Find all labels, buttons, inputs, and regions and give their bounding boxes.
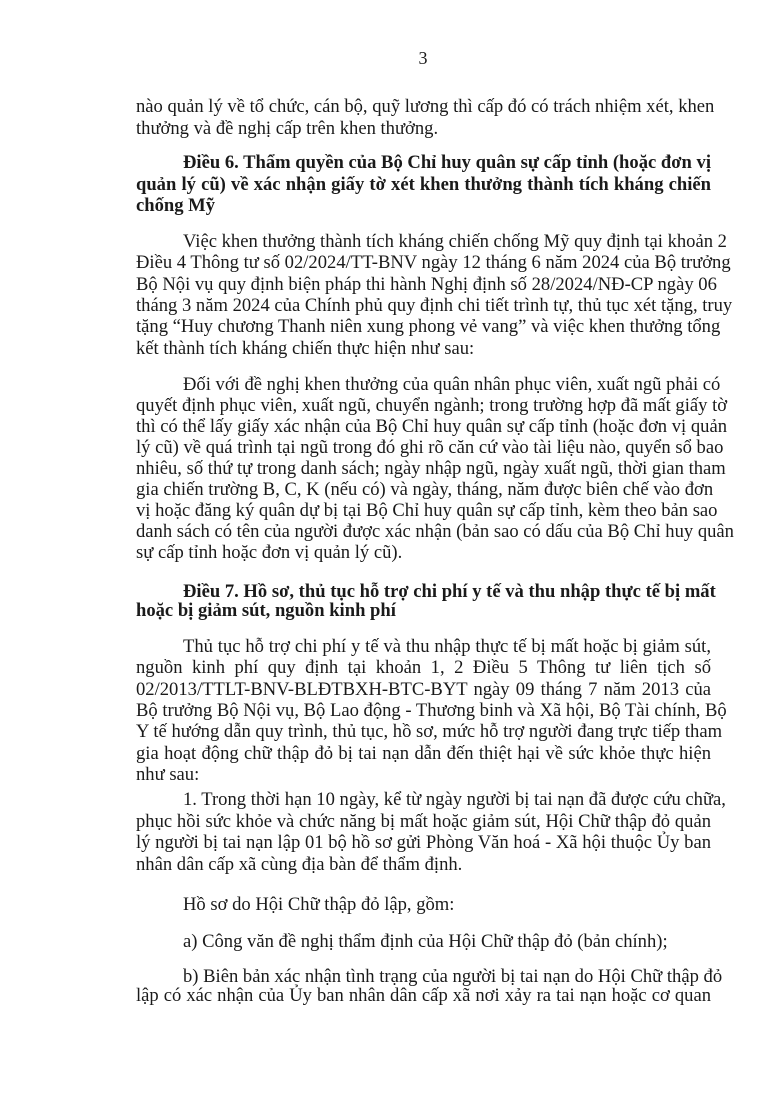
text-line: Y tế hướng dẫn quy trình, thủ tục, hồ sơ, mức hỗ trợ người đang trực tiếp tham [136, 721, 723, 743]
text-line: kết thành tích kháng chiến thực hiện như sau: [136, 337, 475, 359]
text-line: sự cấp tỉnh hoặc đơn vị quản lý cũ). [136, 542, 403, 563]
text-line: Việc khen thưởng thành tích kháng chiến chống Mỹ quy định tại khoản 2 [183, 231, 727, 252]
text-line: Đối với đề nghị khen thưởng của quân nhân phục viên, xuất ngũ phải có [183, 374, 721, 395]
text-line: nhân dân cấp xã cùng địa bàn để thẩm định. [136, 854, 463, 876]
text-line: lý người bị tai nạn lập 01 bộ hồ sơ gửi Phòng Văn hoá - Xã hội thuộc Ủy ban [136, 832, 711, 854]
text-line: tháng 3 năm 2024 của Chính phủ quy định chi tiết trình tự, thủ tục xét tặng, truy [136, 294, 733, 316]
text-line: nhiêu, số thứ tự trong danh sách; ngày nhập ngũ, ngày xuất ngũ, thời gian tham [136, 458, 726, 479]
text-line: lý cũ) về quá trình tại ngũ trong đó ghi rõ căn cứ vào tài liệu nào, quyển sổ bao [136, 437, 724, 458]
text-line: Hồ sơ do Hội Chữ thập đỏ lập, gồm: [183, 894, 455, 915]
page-number: 3 [418, 48, 428, 68]
heading-line: quản lý cũ) về xác nhận giấy tờ xét khen thưởng thành tích kháng chiến [136, 173, 711, 195]
text-line: gia chiến trường B, C, K (nếu có) và ngày, tháng, năm được biên chế vào đơn [136, 479, 714, 500]
text-line: 02/2013/TTLT-BNV-BLĐTBXH-BTC-BYT ngày 09 tháng 7 năm 2013 của [136, 678, 711, 700]
text-line: như sau: [136, 763, 200, 785]
text-line: a) Công văn đề nghị thẩm định của Hội Chữ thập đỏ (bản chính); [183, 931, 668, 952]
text-line: danh sách có tên của người được xác nhận (bản sao có dấu của Bộ Chỉ huy quân [136, 521, 734, 542]
heading-line: Điều 7. Hồ sơ, thủ tục hỗ trợ chi phí y tế và thu nhập thực tế bị mất [183, 581, 716, 602]
text-line: Điều 4 Thông tư số 02/2024/TT-BNV ngày 12 tháng 6 năm 2024 của Bộ trưởng [136, 252, 731, 274]
heading-line: hoặc bị giảm sút, nguồn kinh phí [136, 599, 396, 621]
heading-line: Điều 6. Thẩm quyền của Bộ Chỉ huy quân sự cấp tỉnh (hoặc đơn vị [183, 152, 711, 173]
text-line: tặng “Huy chương Thanh niên xung phong vẻ vang” và việc khen thưởng tổng [136, 316, 721, 338]
heading-line: chống Mỹ [136, 195, 216, 216]
text-line: quyết định phục viên, xuất ngũ, chuyển ngành; trong trường hợp đã mất giấy tờ [136, 395, 728, 416]
text-line: vị hoặc đăng ký quân dự bị tại Bộ Chỉ huy quân sự cấp tỉnh, kèm theo bản sao [136, 500, 718, 521]
text-line: Thủ tục hỗ trợ chi phí y tế và thu nhập thực tế bị mất hoặc bị giảm sút, [183, 636, 711, 657]
text-line: thưởng và đề nghị cấp trên khen thưởng. [136, 117, 439, 139]
text-line: nào quản lý về tổ chức, cán bộ, quỹ lương thì cấp đó có trách nhiệm xét, khen [136, 96, 715, 117]
text-line: thì có thể lấy giấy xác nhận của Bộ Chỉ huy quân sự cấp tỉnh (hoặc đơn vị quản [136, 416, 728, 437]
text-line: nguồn kinh phí quy định tại khoản 1, 2 Điều 5 Thông tư liên tịch số [136, 657, 711, 679]
text-line: Bộ Nội vụ quy định biện pháp thi hành Nghị định số 28/2024/NĐ-CP ngày 06 [136, 273, 717, 295]
text-line: b) Biên bản xác nhận tình trạng của người bị tai nạn do Hội Chữ thập đỏ [183, 966, 723, 987]
text-line: phục hồi sức khỏe và chức năng bị mất hoặc giảm sút, Hội Chữ thập đỏ quản [136, 810, 711, 832]
text-line: Bộ trưởng Bộ Nội vụ, Bộ Lao động - Thương binh và Xã hội, Bộ Tài chính, Bộ [136, 699, 727, 721]
text-line: 1. Trong thời hạn 10 ngày, kể từ ngày người bị tai nạn đã được cứu chữa, [183, 789, 726, 810]
text-line: lập có xác nhận của Ủy ban nhân dân cấp xã nơi xảy ra tai nạn hoặc cơ quan [136, 984, 711, 1006]
text-line: gia hoạt động chữ thập đỏ bị tai nạn dẫn đến thiệt hại về sức khỏe thực hiện [136, 742, 711, 764]
